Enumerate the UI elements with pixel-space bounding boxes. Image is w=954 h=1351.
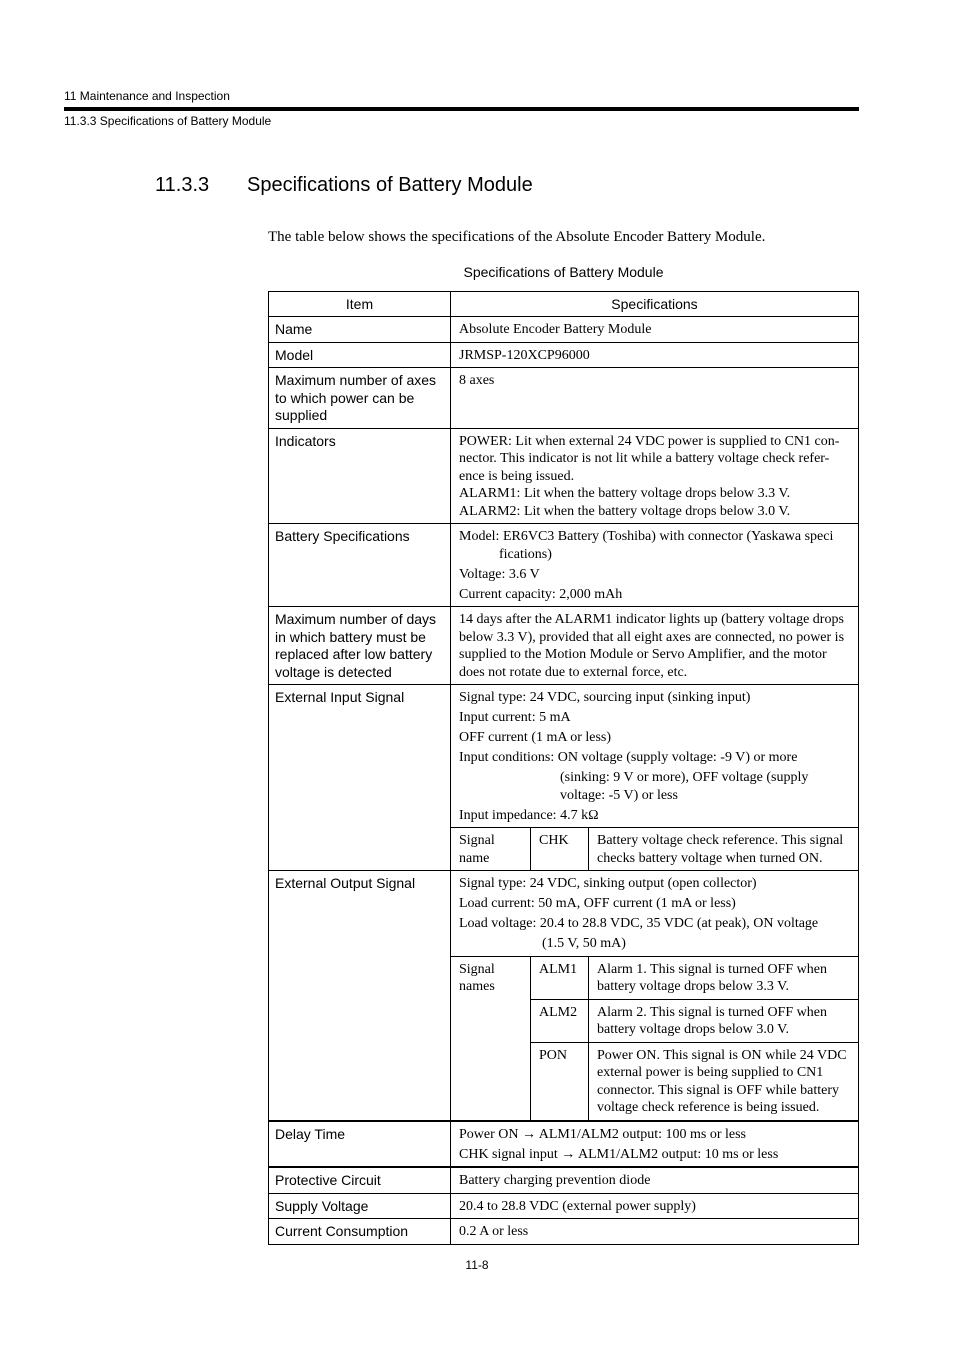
input-current: Input current: 5 mA: [459, 710, 571, 725]
row-label: Protective Circuit: [269, 1167, 451, 1193]
signal-label: Signal names: [451, 956, 531, 1120]
signal-code: CHK: [531, 828, 589, 871]
row-value: [451, 1121, 859, 1168]
row-label: Model: [269, 342, 451, 368]
row-value: Absolute Encoder Battery Module: [451, 317, 859, 343]
section-number: 11.3.3: [155, 174, 210, 196]
row-label: Delay Time: [269, 1121, 451, 1168]
input-conditions-cont: (sinking: 9 V or more), OFF voltage (supply: [560, 770, 809, 785]
signal-description: Battery voltage check reference. This signal checks battery voltage when turned ON.: [589, 828, 859, 871]
indicator-line: nector. This indicator is not lit while a battery voltage check refer-: [459, 451, 830, 466]
row-label: Maximum number of days in which battery must be replaced after low battery voltage is detected: [269, 607, 451, 685]
column-header-item: Item: [269, 292, 451, 317]
input-conditions: Input conditions: ON voltage (supply voltage: -9 V) or more: [459, 750, 798, 765]
row-label: External Input Signal: [269, 685, 451, 871]
text-line: supplied to the Motion Module or Servo Amplifier, and the motor: [459, 647, 827, 662]
battery-voltage: Voltage: 3.6 V: [459, 566, 540, 582]
signal-label: Signal name: [451, 828, 531, 871]
row-label: Indicators: [269, 428, 451, 524]
row-value: 20.4 to 28.8 VDC (external power supply): [451, 1193, 859, 1219]
row-label: Battery Specifications: [269, 524, 451, 607]
row-value: Battery charging prevention diode: [451, 1167, 859, 1193]
row-value: [451, 685, 859, 871]
row-label: External Output Signal: [269, 871, 451, 1121]
indicator-line: ence is being issued.: [459, 468, 575, 484]
row-label: Current Consumption: [269, 1219, 451, 1245]
text-line: below 3.3 V), provided that all eight axes are connected, no power is: [459, 629, 845, 645]
running-header-chapter: 11 Maintenance and Inspection: [64, 89, 230, 103]
signal-code: ALM1: [531, 956, 589, 999]
indicator-line: ALARM1: Lit when the battery voltage drops below 3.3 V.: [459, 486, 791, 501]
indicator-line: ALARM2: Lit when the battery voltage drops below 3.0 V.: [459, 503, 791, 519]
text-line: does not rotate due to external force, etc.: [459, 664, 688, 680]
header-rule: [64, 107, 859, 111]
load-current: Load current: 50 mA, OFF current (1 mA or less): [459, 896, 736, 911]
row-label: Supply Voltage: [269, 1193, 451, 1219]
table-row: [269, 428, 859, 524]
load-voltage: Load voltage: 20.4 to 28.8 VDC, 35 VDC (at peak), ON voltage: [459, 916, 819, 931]
row-value: [451, 871, 859, 1121]
running-header-section: 11.3.3 Specifications of Battery Module: [64, 114, 272, 128]
spec-table: [268, 291, 859, 1245]
indicator-line: POWER: Lit when external 24 VDC power is supplied to CN1 con-: [459, 433, 840, 449]
battery-model-cont: fications): [499, 546, 552, 562]
table-row: [269, 524, 859, 607]
text-line: 14 days after the ALARM1 indicator lights up (battery voltage drops: [459, 612, 844, 627]
battery-model: Model: ER6VC3 Battery (Toshiba) with connector (Yaskawa speci: [459, 529, 834, 544]
table-row: [269, 1219, 859, 1245]
row-value: 8 axes: [451, 368, 859, 429]
input-signal-table: [451, 827, 858, 870]
table-row: [269, 317, 859, 343]
table-header-row: [269, 292, 859, 317]
section-title: Specifications of Battery Module: [247, 174, 533, 196]
table-row: [269, 1121, 859, 1168]
signal-code: PON: [531, 1042, 589, 1120]
battery-capacity: Current capacity: 2,000 mAh: [459, 586, 623, 602]
delay-line: CHK signal input → ALM1/ALM2 output: 10 ms or less: [459, 1146, 779, 1162]
table-row: [269, 607, 859, 685]
row-value: JRMSP-120XCP96000: [451, 342, 859, 368]
page-number: 11-8: [465, 1258, 489, 1272]
row-value: [451, 524, 859, 607]
signal-type: Signal type: 24 VDC, sinking output (open collector): [459, 876, 757, 891]
row-value: [451, 607, 859, 685]
input-impedance: Input impedance: 4.7 kΩ: [459, 807, 599, 823]
intro-paragraph: The table below shows the specifications of the Absolute Encoder Battery Module.: [268, 229, 766, 245]
row-label: Maximum number of axes to which power can be supplied: [269, 368, 451, 429]
signal-description: Alarm 2. This signal is turned OFF when battery voltage drops below 3.0 V.: [589, 999, 859, 1042]
table-row: [269, 1167, 859, 1193]
input-conditions-cont: voltage: -5 V) or less: [560, 787, 678, 803]
table-row: [269, 871, 859, 1121]
signal-description: Power ON. This signal is ON while 24 VDC external power is being supplied to CN1 connector. This signal is OFF while battery voltage check reference is being issued.: [589, 1042, 859, 1120]
row-label: Name: [269, 317, 451, 343]
delay-line: Power ON → ALM1/ALM2 output: 100 ms or less: [459, 1126, 746, 1142]
load-voltage-cont: (1.5 V, 50 mA): [542, 936, 626, 951]
signal-type: Signal type: 24 VDC, sourcing input (sinking input): [459, 690, 751, 705]
column-header-spec: Specifications: [451, 292, 859, 317]
table-row: [269, 368, 859, 429]
table-caption: Specifications of Battery Module: [463, 264, 664, 280]
table-row: [269, 342, 859, 368]
signal-code: ALM2: [531, 999, 589, 1042]
off-current: OFF current (1 mA or less): [459, 730, 612, 745]
signal-description: Alarm 1. This signal is turned OFF when battery voltage drops below 3.3 V.: [589, 956, 859, 999]
table-row: [269, 1193, 859, 1219]
row-value: 0.2 A or less: [451, 1219, 859, 1245]
output-signal-table: [451, 956, 858, 1120]
row-value: [451, 428, 859, 524]
table-row: [269, 685, 859, 871]
